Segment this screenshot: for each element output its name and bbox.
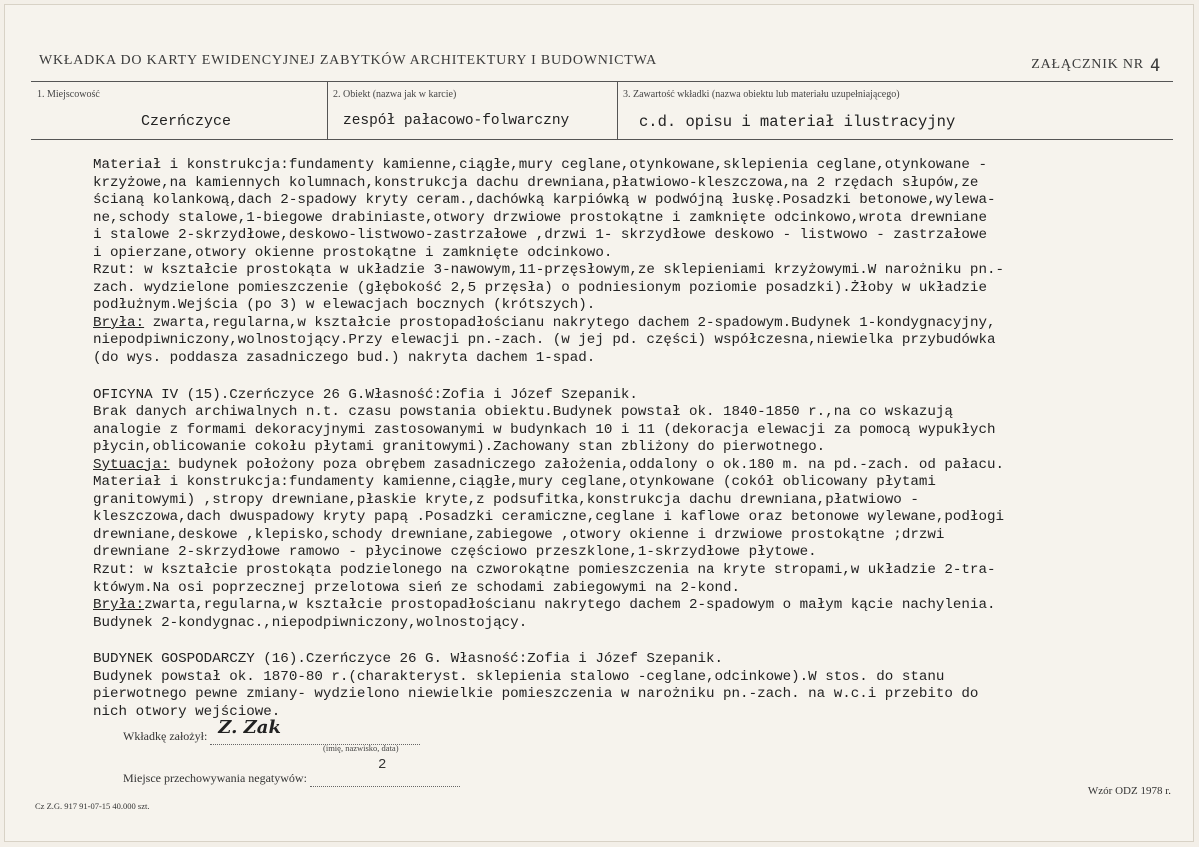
body-line: granitowymi) ,stropy drewniane,płaskie kryte,z podsufitka,konstrukcja dachu drewniana,płatwiowo - — [93, 491, 919, 508]
body-line: Materiał i konstrukcja:fundamenty kamienne,ciągłe,mury ceglane,otynkowane (cokół oblicowany płytami — [93, 474, 936, 491]
contents-value: c.d. opisu i materiał ilustracyjny — [639, 113, 956, 131]
section-heading: OFICYNA IV (15).Czerńczyce 26 G.Własność:Zofia i Józef Szepanik. — [93, 386, 638, 403]
body-line: kleszczowa,dach dwuspadowy kryty papą .Posadzki ceramiczne,ceglane i kaflowe oraz betonowe wylewane,podłogi — [93, 509, 1004, 526]
locality-label: 1. Miejscowość — [37, 89, 100, 100]
body-line: ne,schody stalowe,1-biegowe drabiniaste,otwory drzwiowe prostokątne i zamknięte odcinkowo,wrota drewniane — [93, 209, 987, 226]
object-value: zespół pałacowo-folwarczny — [343, 113, 570, 129]
column-divider-1 — [327, 81, 328, 139]
form-title: WKŁADKA DO KARTY EWIDENCYJNEJ ZABYTKÓW ARCHITEKTURY I BUDOWNICTWA — [39, 53, 657, 68]
prepared-label: Wkładkę założył: — [123, 729, 208, 743]
body-line: Brak danych archiwalnych n.t. czasu powstania obiektu.Budynek powstał ok. 1840-1850 r.,na co wskazują — [93, 404, 953, 421]
body-line: (do wys. poddasza zasadniczego bud.) nakryta dachem 1-spad. — [93, 350, 596, 367]
body-line — [93, 315, 1183, 333]
attachment-number-label — [1031, 53, 1161, 76]
body-line — [93, 457, 1183, 475]
form-code: Wzór ODZ 1978 r. — [1087, 785, 1171, 797]
description-body — [93, 157, 1183, 721]
body-line: ścianą kolankową,dach 2-spadowy kryty ceram.,dachówką karpiówką w podwójną łuskę.Posadzki betonowe,wylewa- — [93, 192, 996, 209]
bryla-text: zwarta,regularna,w kształcie prostopadłościanu nakrytego dachem 2-spadowym o małym kącie nachylenia. — [144, 597, 996, 614]
locality-value: Czerńczyce — [141, 113, 232, 130]
column-divider-2 — [617, 81, 618, 139]
section-heading: BUDYNEK GOSPODARCZY (16).Czerńczyce 26 G. Własność:Zofia i Józef Szepanik. — [93, 651, 724, 668]
body-line: pierwotnego pewne zmiany- wydzielono niewielkie pomieszczenia w narożniku pn.-zach. na w.c.i przebito do — [93, 686, 979, 703]
bryla-heading: Bryła: — [93, 597, 145, 614]
body-line: i stalowe 2-skrzydłowe,deskowo-listwowo-zastrzałowe ,drzwi 1- skrzydłowe deskowo - listwowo - zastrzałowe — [93, 227, 987, 244]
body-line: i opierzane,otwory okienne prostokątne i zamknięte odcinkowo. — [93, 244, 613, 261]
paragraph-gap — [93, 368, 1183, 387]
negatives-field — [310, 757, 460, 787]
body-line: krzyżowe,na kamiennych kolumnach,konstrukcja dachu drewniana,płatwiowo-kleszczowa,na 2 rzędach słupów,ze — [93, 174, 979, 191]
sytuacja-heading: Sytuacja: — [93, 456, 170, 473]
body-line: drewniane,deskowe ,klepisko,schody drewniane,zabiegowe ,otwory okienne i drzwiowe prostokątne ;drzwi — [93, 526, 945, 543]
sytuacja-text: budynek położony poza obrębem zasadniczego założenia,oddalony o ok.180 m. na pd.-zach. od pałacu. — [169, 456, 1004, 473]
paragraph-gap — [93, 632, 1183, 651]
body-line: płycin,oblicowanie cokołu płytami granitowymi).Zachowany stan zbliżony do pierwotnego. — [93, 439, 826, 456]
body-line: Rzut: w kształcie prostokąta w układzie 3-nawowym,11-przęsłowym,ze sklepieniami krzyżowymi.W narożniku pn.- — [93, 262, 1004, 279]
negatives-row — [123, 757, 460, 787]
body-line: zach. wydzielone pomieszczenie (głębokość 2,5 przęsła) o podniesionym poziomie posadzki).Żłoby w układzie — [93, 279, 987, 296]
form-sheet — [4, 4, 1194, 842]
body-line: niepodpiwniczony,wolnostojący.Przy elewacji pn.-zach. (w jej pd. części) współczesna,niewielka przybudówka — [93, 332, 996, 349]
negatives-value: 2 — [377, 757, 387, 773]
body-line — [93, 597, 1183, 615]
attachment-number: 4 — [1149, 56, 1161, 76]
paragraph-farm-building — [93, 651, 1183, 721]
negatives-label: Miejsce przechowywania negatywów: — [123, 771, 307, 785]
body-line: Budynek 2-kondygnac.,niepodpiwniczony,wolnostojący. — [93, 614, 528, 631]
body-line: drewniane 2-skrzydłowe ramowo - płycinowe częściowo przeszklone,1-skrzydłowe płytowe. — [93, 544, 817, 561]
body-line: Materiał i konstrukcja:fundamenty kamienne,ciągłe,mury ceglane,otynkowane,sklepienia ceglane,otynkowane - — [93, 157, 987, 173]
contents-label: 3. Zawartość wkładki (nazwa obiektu lub materiału uzupełniającego) — [623, 89, 900, 100]
table-top-rule — [31, 81, 1173, 82]
paragraph-construction — [93, 157, 1183, 368]
bryla-text: zwarta,regularna,w kształcie prostopadłościanu nakrytego dachem 2-spadowym.Budynek 1-kondygnacyjny, — [144, 314, 996, 331]
paragraph-oficyna — [93, 387, 1183, 633]
object-label: 2. Obiekt (nazwa jak w karcie) — [333, 89, 457, 100]
attachment-label: ZAŁĄCZNIK NR — [1031, 57, 1144, 72]
prepared-caption: (imię, nazwisko, data) — [323, 743, 399, 753]
table-bottom-rule — [31, 139, 1173, 140]
body-line: analogie z formami dekoracyjnymi zastosowanymi w budynkach 10 i 11 (dekoracja elewacji za pomocą wypukłych — [93, 421, 996, 438]
body-line: Rzut: w kształcie prostokąta podzielonego na czworokątne pomieszczenia na kryte stropami,w układzie 2-tra- — [93, 562, 996, 579]
body-line: nich otwory wejściowe. — [93, 703, 281, 720]
body-line: któwym.Na osi poprzecznej przelotowa sień ze schodami zabiegowymi na 2-kond. — [93, 579, 741, 596]
print-info: Cz Z.G. 917 91-07-15 40.000 szt. — [35, 801, 150, 811]
body-line: podłużnym.Wejścia (po 3) w elewacjach bocznych (krótszych). — [93, 297, 596, 314]
bryla-heading: Bryła: — [93, 314, 145, 331]
body-line: Budynek powstał ok. 1870-80 r.(charakteryst. sklepienia stalowo -ceglane,odcinkowe).W stos. do stanu — [93, 668, 945, 685]
signature: Z. Zak — [218, 717, 281, 738]
